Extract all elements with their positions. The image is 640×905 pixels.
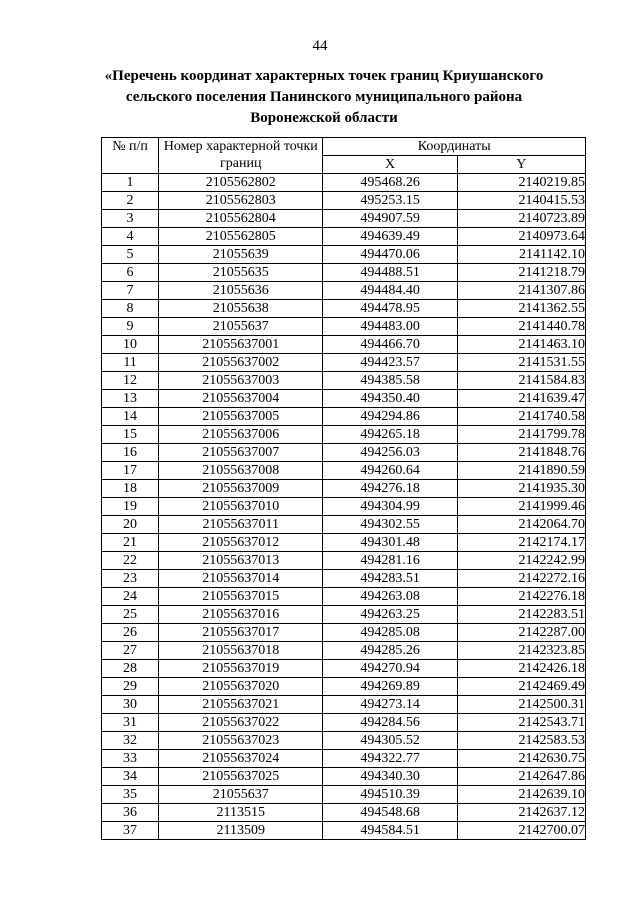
y-coordinate-cell: 2142469.49 bbox=[457, 678, 585, 696]
x-coordinate-cell: 494276.18 bbox=[323, 480, 457, 498]
row-number-cell: 13 bbox=[102, 390, 159, 408]
x-coordinate-cell: 494510.39 bbox=[323, 786, 457, 804]
header-y: Y bbox=[457, 156, 585, 174]
table-row bbox=[102, 570, 586, 588]
table-body bbox=[102, 174, 586, 840]
y-coordinate-cell: 2141890.59 bbox=[457, 462, 585, 480]
point-number-cell: 21055637011 bbox=[159, 516, 323, 534]
y-coordinate-cell: 2142543.71 bbox=[457, 714, 585, 732]
table-row bbox=[102, 786, 586, 804]
x-coordinate-cell: 494548.68 bbox=[323, 804, 457, 822]
x-coordinate-cell: 494284.56 bbox=[323, 714, 457, 732]
x-coordinate-cell: 494322.77 bbox=[323, 750, 457, 768]
row-number-cell: 8 bbox=[102, 300, 159, 318]
x-coordinate-cell: 494305.52 bbox=[323, 732, 457, 750]
table-row bbox=[102, 498, 586, 516]
y-coordinate-cell: 2141584.83 bbox=[457, 372, 585, 390]
y-coordinate-cell: 2141848.76 bbox=[457, 444, 585, 462]
y-coordinate-cell: 2140219.85 bbox=[457, 174, 585, 192]
y-coordinate-cell: 2141362.55 bbox=[457, 300, 585, 318]
y-coordinate-cell: 2141639.47 bbox=[457, 390, 585, 408]
y-coordinate-cell: 2141999.46 bbox=[457, 498, 585, 516]
table-row bbox=[102, 624, 586, 642]
y-coordinate-cell: 2142064.70 bbox=[457, 516, 585, 534]
row-number-cell: 10 bbox=[102, 336, 159, 354]
row-number-cell: 31 bbox=[102, 714, 159, 732]
y-coordinate-cell: 2142637.12 bbox=[457, 804, 585, 822]
table-row bbox=[102, 318, 586, 336]
point-number-cell: 21055637017 bbox=[159, 624, 323, 642]
row-number-cell: 14 bbox=[102, 408, 159, 426]
row-number-cell: 3 bbox=[102, 210, 159, 228]
table-row bbox=[102, 282, 586, 300]
row-number-cell: 21 bbox=[102, 534, 159, 552]
title-line-2: сельского поселения Панинского муниципального района bbox=[125, 89, 523, 105]
row-number-cell: 17 bbox=[102, 462, 159, 480]
y-coordinate-cell: 2142272.16 bbox=[457, 570, 585, 588]
y-coordinate-cell: 2140723.89 bbox=[457, 210, 585, 228]
point-number-cell: 21055637012 bbox=[159, 534, 323, 552]
row-number-cell: 22 bbox=[102, 552, 159, 570]
row-number-cell: 29 bbox=[102, 678, 159, 696]
row-number-cell: 11 bbox=[102, 354, 159, 372]
point-number-cell: 21055637007 bbox=[159, 444, 323, 462]
y-coordinate-cell: 2142647.86 bbox=[457, 768, 585, 786]
x-coordinate-cell: 494294.86 bbox=[323, 408, 457, 426]
row-number-cell: 25 bbox=[102, 606, 159, 624]
y-coordinate-cell: 2142500.31 bbox=[457, 696, 585, 714]
x-coordinate-cell: 494340.30 bbox=[323, 768, 457, 786]
x-coordinate-cell: 494423.57 bbox=[323, 354, 457, 372]
row-number-cell: 15 bbox=[102, 426, 159, 444]
x-coordinate-cell: 494281.16 bbox=[323, 552, 457, 570]
header-coordinates: Координаты bbox=[323, 138, 586, 156]
row-number-cell: 33 bbox=[102, 750, 159, 768]
table-row bbox=[102, 246, 586, 264]
point-number-cell: 21055637003 bbox=[159, 372, 323, 390]
x-coordinate-cell: 494483.00 bbox=[323, 318, 457, 336]
point-number-cell: 21055637008 bbox=[159, 462, 323, 480]
header-row-number: № п/п bbox=[102, 138, 159, 174]
point-number-cell: 21055637016 bbox=[159, 606, 323, 624]
row-number-cell: 20 bbox=[102, 516, 159, 534]
x-coordinate-cell: 494907.59 bbox=[323, 210, 457, 228]
y-coordinate-cell: 2142276.18 bbox=[457, 588, 585, 606]
point-number-cell: 21055637024 bbox=[159, 750, 323, 768]
table-row bbox=[102, 210, 586, 228]
point-number-cell: 21055637023 bbox=[159, 732, 323, 750]
point-number-cell: 21055639 bbox=[159, 246, 323, 264]
table-row bbox=[102, 606, 586, 624]
x-coordinate-cell: 494470.06 bbox=[323, 246, 457, 264]
y-coordinate-cell: 2141440.78 bbox=[457, 318, 585, 336]
point-number-cell: 21055637 bbox=[159, 786, 323, 804]
x-coordinate-cell: 494283.51 bbox=[323, 570, 457, 588]
x-coordinate-cell: 494260.64 bbox=[323, 462, 457, 480]
row-number-cell: 30 bbox=[102, 696, 159, 714]
table-row bbox=[102, 588, 586, 606]
y-coordinate-cell: 2141935.30 bbox=[457, 480, 585, 498]
point-number-cell: 21055637022 bbox=[159, 714, 323, 732]
x-coordinate-cell: 494285.08 bbox=[323, 624, 457, 642]
x-coordinate-cell: 494301.48 bbox=[323, 534, 457, 552]
point-number-cell: 2113515 bbox=[159, 804, 323, 822]
y-coordinate-cell: 2140415.53 bbox=[457, 192, 585, 210]
y-coordinate-cell: 2142630.75 bbox=[457, 750, 585, 768]
y-coordinate-cell: 2142639.10 bbox=[457, 786, 585, 804]
table-row bbox=[102, 732, 586, 750]
row-number-cell: 6 bbox=[102, 264, 159, 282]
table-row bbox=[102, 426, 586, 444]
point-number-cell: 21055637013 bbox=[159, 552, 323, 570]
row-number-cell: 26 bbox=[102, 624, 159, 642]
row-number-cell: 16 bbox=[102, 444, 159, 462]
point-number-cell: 21055637004 bbox=[159, 390, 323, 408]
point-number-cell: 2105562802 bbox=[159, 174, 323, 192]
point-number-cell: 21055637025 bbox=[159, 768, 323, 786]
y-coordinate-cell: 2141799.78 bbox=[457, 426, 585, 444]
point-number-cell: 21055638 bbox=[159, 300, 323, 318]
table-row bbox=[102, 660, 586, 678]
y-coordinate-cell: 2142583.53 bbox=[457, 732, 585, 750]
point-number-cell: 2113509 bbox=[159, 822, 323, 840]
x-coordinate-cell: 494302.55 bbox=[323, 516, 457, 534]
x-coordinate-cell: 494256.03 bbox=[323, 444, 457, 462]
y-coordinate-cell: 2141740.58 bbox=[457, 408, 585, 426]
y-coordinate-cell: 2142283.51 bbox=[457, 606, 585, 624]
page-number: 44 bbox=[312, 38, 328, 54]
row-number-cell: 19 bbox=[102, 498, 159, 516]
point-number-cell: 2105562803 bbox=[159, 192, 323, 210]
table-row bbox=[102, 714, 586, 732]
x-coordinate-cell: 494385.58 bbox=[323, 372, 457, 390]
title-line-1: «Перечень координат характерных точек границ Криушанского bbox=[104, 68, 544, 84]
y-coordinate-cell: 2140973.64 bbox=[457, 228, 585, 246]
y-coordinate-cell: 2142174.17 bbox=[457, 534, 585, 552]
row-number-cell: 34 bbox=[102, 768, 159, 786]
table-row bbox=[102, 642, 586, 660]
coordinates-table bbox=[101, 137, 586, 840]
point-number-cell: 21055637001 bbox=[159, 336, 323, 354]
table-row bbox=[102, 678, 586, 696]
x-coordinate-cell: 494639.49 bbox=[323, 228, 457, 246]
y-coordinate-cell: 2142426.18 bbox=[457, 660, 585, 678]
table-row bbox=[102, 390, 586, 408]
table-row bbox=[102, 228, 586, 246]
x-coordinate-cell: 494263.25 bbox=[323, 606, 457, 624]
y-coordinate-cell: 2141142.10 bbox=[457, 246, 585, 264]
point-number-cell: 2105562804 bbox=[159, 210, 323, 228]
table-row bbox=[102, 534, 586, 552]
table-row bbox=[102, 552, 586, 570]
y-coordinate-cell: 2141307.86 bbox=[457, 282, 585, 300]
y-coordinate-cell: 2141463.10 bbox=[457, 336, 585, 354]
x-coordinate-cell: 494265.18 bbox=[323, 426, 457, 444]
x-coordinate-cell: 494478.95 bbox=[323, 300, 457, 318]
point-number-cell: 21055637015 bbox=[159, 588, 323, 606]
header-x: X bbox=[323, 156, 457, 174]
row-number-cell: 32 bbox=[102, 732, 159, 750]
table-row bbox=[102, 516, 586, 534]
point-number-cell: 21055637019 bbox=[159, 660, 323, 678]
x-coordinate-cell: 495468.26 bbox=[323, 174, 457, 192]
row-number-cell: 37 bbox=[102, 822, 159, 840]
row-number-cell: 2 bbox=[102, 192, 159, 210]
table-row bbox=[102, 264, 586, 282]
x-coordinate-cell: 494484.40 bbox=[323, 282, 457, 300]
row-number-cell: 24 bbox=[102, 588, 159, 606]
document-title bbox=[60, 66, 588, 129]
x-coordinate-cell: 494304.99 bbox=[323, 498, 457, 516]
y-coordinate-cell: 2142242.99 bbox=[457, 552, 585, 570]
y-coordinate-cell: 2141531.55 bbox=[457, 354, 585, 372]
row-number-cell: 4 bbox=[102, 228, 159, 246]
table-row bbox=[102, 408, 586, 426]
y-coordinate-cell: 2142700.07 bbox=[457, 822, 585, 840]
x-coordinate-cell: 494273.14 bbox=[323, 696, 457, 714]
header-point-number: Номер характерной точки границ bbox=[159, 138, 323, 174]
y-coordinate-cell: 2142323.85 bbox=[457, 642, 585, 660]
row-number-cell: 23 bbox=[102, 570, 159, 588]
point-number-cell: 21055637010 bbox=[159, 498, 323, 516]
table-header bbox=[102, 138, 586, 174]
row-number-cell: 27 bbox=[102, 642, 159, 660]
row-number-cell: 7 bbox=[102, 282, 159, 300]
point-number-cell: 21055637002 bbox=[159, 354, 323, 372]
row-number-cell: 5 bbox=[102, 246, 159, 264]
x-coordinate-cell: 494466.70 bbox=[323, 336, 457, 354]
table-row bbox=[102, 462, 586, 480]
table-row bbox=[102, 444, 586, 462]
row-number-cell: 28 bbox=[102, 660, 159, 678]
table-row bbox=[102, 696, 586, 714]
table-row bbox=[102, 768, 586, 786]
row-number-cell: 1 bbox=[102, 174, 159, 192]
point-number-cell: 21055636 bbox=[159, 282, 323, 300]
point-number-cell: 21055637 bbox=[159, 318, 323, 336]
x-coordinate-cell: 494263.08 bbox=[323, 588, 457, 606]
table-row bbox=[102, 372, 586, 390]
y-coordinate-cell: 2142287.00 bbox=[457, 624, 585, 642]
x-coordinate-cell: 494270.94 bbox=[323, 660, 457, 678]
point-number-cell: 21055637014 bbox=[159, 570, 323, 588]
table-row bbox=[102, 192, 586, 210]
x-coordinate-cell: 494488.51 bbox=[323, 264, 457, 282]
table-row bbox=[102, 174, 586, 192]
point-number-cell: 21055637021 bbox=[159, 696, 323, 714]
table-row bbox=[102, 480, 586, 498]
table-row bbox=[102, 750, 586, 768]
row-number-cell: 35 bbox=[102, 786, 159, 804]
table-row bbox=[102, 822, 586, 840]
x-coordinate-cell: 494269.89 bbox=[323, 678, 457, 696]
x-coordinate-cell: 494584.51 bbox=[323, 822, 457, 840]
point-number-cell: 21055637020 bbox=[159, 678, 323, 696]
row-number-cell: 18 bbox=[102, 480, 159, 498]
point-number-cell: 21055637006 bbox=[159, 426, 323, 444]
title-line-3: Воронежской области bbox=[250, 110, 398, 126]
point-number-cell: 21055637018 bbox=[159, 642, 323, 660]
point-number-cell: 21055637009 bbox=[159, 480, 323, 498]
x-coordinate-cell: 494285.26 bbox=[323, 642, 457, 660]
table-row bbox=[102, 300, 586, 318]
table-row bbox=[102, 354, 586, 372]
x-coordinate-cell: 494350.40 bbox=[323, 390, 457, 408]
table-row bbox=[102, 336, 586, 354]
row-number-cell: 12 bbox=[102, 372, 159, 390]
y-coordinate-cell: 2141218.79 bbox=[457, 264, 585, 282]
point-number-cell: 21055637005 bbox=[159, 408, 323, 426]
point-number-cell: 21055635 bbox=[159, 264, 323, 282]
row-number-cell: 9 bbox=[102, 318, 159, 336]
x-coordinate-cell: 495253.15 bbox=[323, 192, 457, 210]
table-row bbox=[102, 804, 586, 822]
point-number-cell: 2105562805 bbox=[159, 228, 323, 246]
row-number-cell: 36 bbox=[102, 804, 159, 822]
